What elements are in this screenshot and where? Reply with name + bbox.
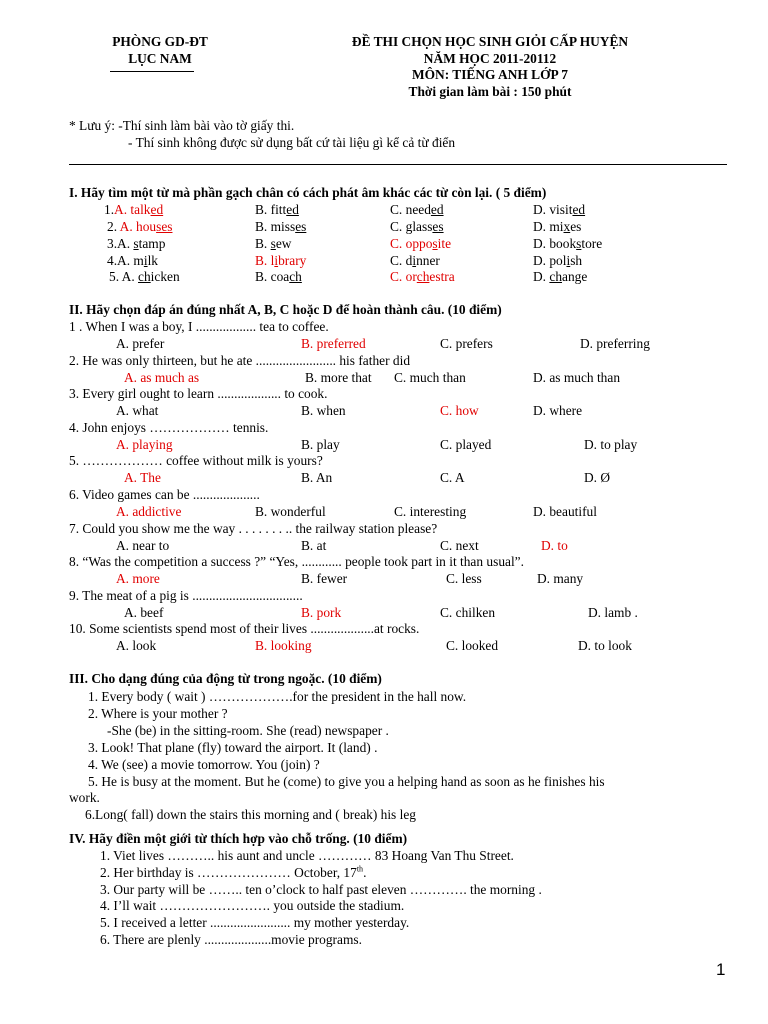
s2-q9-option-c: C. chilken — [440, 605, 496, 620]
s2-q8-option-d: D. many — [537, 571, 584, 586]
s1-row2-option-a: 2. A. houses — [107, 219, 173, 234]
s3-line-8: 6.Long( fall) down the stairs this morning and ( break) his leg — [85, 807, 416, 822]
s2-q5-option-c: C. A — [440, 470, 465, 485]
s1-row5-option-c: C. orchestra — [390, 269, 455, 284]
s2-q3-option-a: A. what — [116, 403, 159, 418]
district-name: LỤC NAM — [128, 51, 192, 66]
s2-q2-option-a: A. as much as — [124, 370, 200, 385]
s2-question-3: 3. Every girl ought to learn ................... to cook. — [69, 386, 328, 401]
s2-q1-option-d: D. preferring — [580, 336, 650, 351]
office-name: PHÒNG GD-ĐT — [112, 34, 208, 49]
s1-row2-option-d: D. mixes — [533, 219, 582, 234]
s1-row3-option-b: B. sew — [255, 236, 292, 251]
s2-question-9: 9. The meat of a pig is ................................. — [69, 588, 303, 603]
s2-q7-option-a: A. near to — [116, 538, 170, 553]
s2-q10-option-c: C. looked — [446, 638, 499, 653]
note-line-2: - Thí sinh không được sử dụng bất cứ tài liệu gì kể cả từ điển — [128, 135, 456, 150]
s2-q4-option-b: B. play — [301, 437, 340, 452]
s2-q2-option-d: D. as much than — [533, 370, 621, 385]
s2-q1-option-b: B. preferred — [301, 336, 366, 351]
header-underline — [110, 71, 194, 72]
duration: Thời gian làm bài : 150 phút — [408, 84, 572, 99]
s4-line-1: 1. Viet lives ……….. his aunt and uncle ………… 83 Hoang Van Thu Street. — [100, 848, 514, 863]
section4-title: IV. Hãy điền một giới từ thích hợp vào chỗ trống. (10 điểm) — [69, 831, 408, 846]
s2-q2-option-b: B. more that — [305, 370, 372, 385]
s1-row2-option-c: C. glasses — [390, 219, 444, 234]
s3-line-2: 2. Where is your mother ? — [88, 706, 228, 721]
s2-q1-option-c: C. prefers — [440, 336, 493, 351]
school-year: NĂM HỌC 2011-20112 — [423, 51, 557, 66]
s4-line-6: 6. There are plenly ....................movie programs. — [100, 932, 362, 947]
s2-q10-option-d: D. to look — [578, 638, 632, 653]
exam-title: ĐỀ THI CHỌN HỌC SINH GIỎI CẤP HUYỆN — [351, 34, 629, 49]
s2-q4-option-c: C. played — [440, 437, 492, 452]
note-line-1: * Lưu ý: -Thí sinh làm bài vào tờ giấy thi. — [69, 118, 295, 133]
s2-q3-option-d: D. where — [533, 403, 583, 418]
s3-line-4: 3. Look! That plane (fly) toward the airport. It (land) . — [88, 740, 378, 755]
s2-q6-option-d: D. beautiful — [533, 504, 597, 519]
s4-line-3: 3. Our party will be …….. ten o’clock to half past eleven …………. the morning . — [100, 882, 542, 897]
s2-question-4: 4. John enjoys ……………… tennis. — [69, 420, 269, 435]
s2-q6-option-a: A. addictive — [116, 504, 182, 519]
s1-row1-option-d: D. visited — [533, 202, 586, 217]
s2-q5-option-d: D. Ø — [584, 470, 611, 485]
s2-question-7: 7. Could you show me the way . . . . . . . .. the railway station please? — [69, 521, 438, 536]
subject: MÔN: TIẾNG ANH LỚP 7 — [412, 67, 568, 82]
s2-q5-option-a: A. The — [124, 470, 161, 485]
s1-row4-option-b: B. library — [255, 253, 307, 268]
s2-q7-option-d: D. to — [541, 538, 568, 553]
s3-line-6: 5. He is busy at the moment. But he (come) to give you a helping hand as soon as he finishes his — [88, 774, 605, 789]
s2-q8-option-a: A. more — [116, 571, 160, 586]
s2-q7-option-c: C. next — [440, 538, 479, 553]
s2-q10-option-b: B. looking — [255, 638, 312, 653]
s2-question-5: 5. ……………… coffee without milk is yours? — [69, 453, 323, 468]
s4-line-5: 5. I received a letter ........................ my mother yesterday. — [100, 915, 410, 930]
s1-row5-option-b: B. coach — [255, 269, 302, 284]
s2-q3-option-b: B. when — [301, 403, 346, 418]
section3-title: III. Cho dạng đúng của động từ trong ngoặc. (10 điểm) — [69, 671, 382, 686]
s2-q4-option-d: D. to play — [584, 437, 638, 452]
s2-q7-option-b: B. at — [301, 538, 327, 553]
s2-question-2: 2. He was only thirteen, but he ate ........................ his father did — [69, 353, 411, 368]
s2-question-10: 10. Some scientists spend most of their lives ...................at rocks. — [69, 621, 420, 636]
s2-q4-option-a: A. playing — [116, 437, 173, 452]
s2-question-1: 1 . When I was a boy, I .................. tea to coffee. — [69, 319, 329, 334]
s1-row3-option-a: 3.A. stamp — [107, 236, 166, 251]
s1-row5-option-d: D. change — [533, 269, 588, 284]
s2-q8-option-c: C. less — [446, 571, 482, 586]
s1-row1-option-c: C. needed — [390, 202, 444, 217]
s2-question-6: 6. Video games can be .................... — [69, 487, 260, 502]
s2-q10-option-a: A. look — [116, 638, 157, 653]
s3-line-3: -She (be) in the sitting-room. She (read) newspaper . — [107, 723, 389, 738]
s3-line-1: 1. Every body ( wait ) ……………….for the president in the hall now. — [88, 689, 467, 704]
page-number: 1 — [716, 960, 726, 979]
s2-q6-option-b: B. wonderful — [255, 504, 326, 519]
s2-q8-option-b: B. fewer — [301, 571, 348, 586]
s1-row4-option-d: D. polish — [533, 253, 583, 268]
s1-row4-option-c: C. dinner — [390, 253, 440, 268]
s2-q3-option-c: C. how — [440, 403, 479, 418]
s3-line-5: 4. We (see) a movie tomorrow. You (join) ? — [88, 757, 320, 772]
s1-row1-option-b: B. fitted — [255, 202, 299, 217]
separator-line — [69, 164, 727, 165]
s2-q5-option-b: B. An — [301, 470, 333, 485]
s2-q9-option-a: A. beef — [124, 605, 164, 620]
s1-row1-option-a: 1.A. talked — [104, 202, 164, 217]
s1-row2-option-b: B. misses — [255, 219, 307, 234]
s1-row4-option-a: 4.A. milk — [107, 253, 158, 268]
s2-q9-option-d: D. lamb . — [588, 605, 638, 620]
s3-line-7: work. — [69, 790, 100, 805]
s2-q1-option-a: A. prefer — [116, 336, 165, 351]
section1-title: I. Hãy tìm một từ mà phần gạch chân có cách phát âm khác các từ còn lại. ( 5 điểm) — [69, 185, 547, 200]
s2-q9-option-b: B. pork — [301, 605, 342, 620]
s1-row3-option-c: C. opposite — [390, 236, 452, 251]
s2-question-8: 8. “Was the competition a success ?” “Yes, ............ people took part in it than usual”. — [69, 554, 524, 569]
s4-line-4: 4. I’ll wait ……………………. you outside the stadium. — [100, 898, 405, 913]
s1-row3-option-d: D. bookstore — [533, 236, 603, 251]
s1-row5-option-a: 5. A. chicken — [109, 269, 180, 284]
s4-line-2: 2. Her birthday is ………………… October, 17th. — [100, 864, 367, 880]
section2-title: II. Hãy chọn đáp án đúng nhất A, B, C hoặc D để hoàn thành câu. (10 điểm) — [69, 302, 502, 317]
s2-q6-option-c: C. interesting — [394, 504, 467, 519]
s2-q2-option-c: C. much than — [394, 370, 466, 385]
